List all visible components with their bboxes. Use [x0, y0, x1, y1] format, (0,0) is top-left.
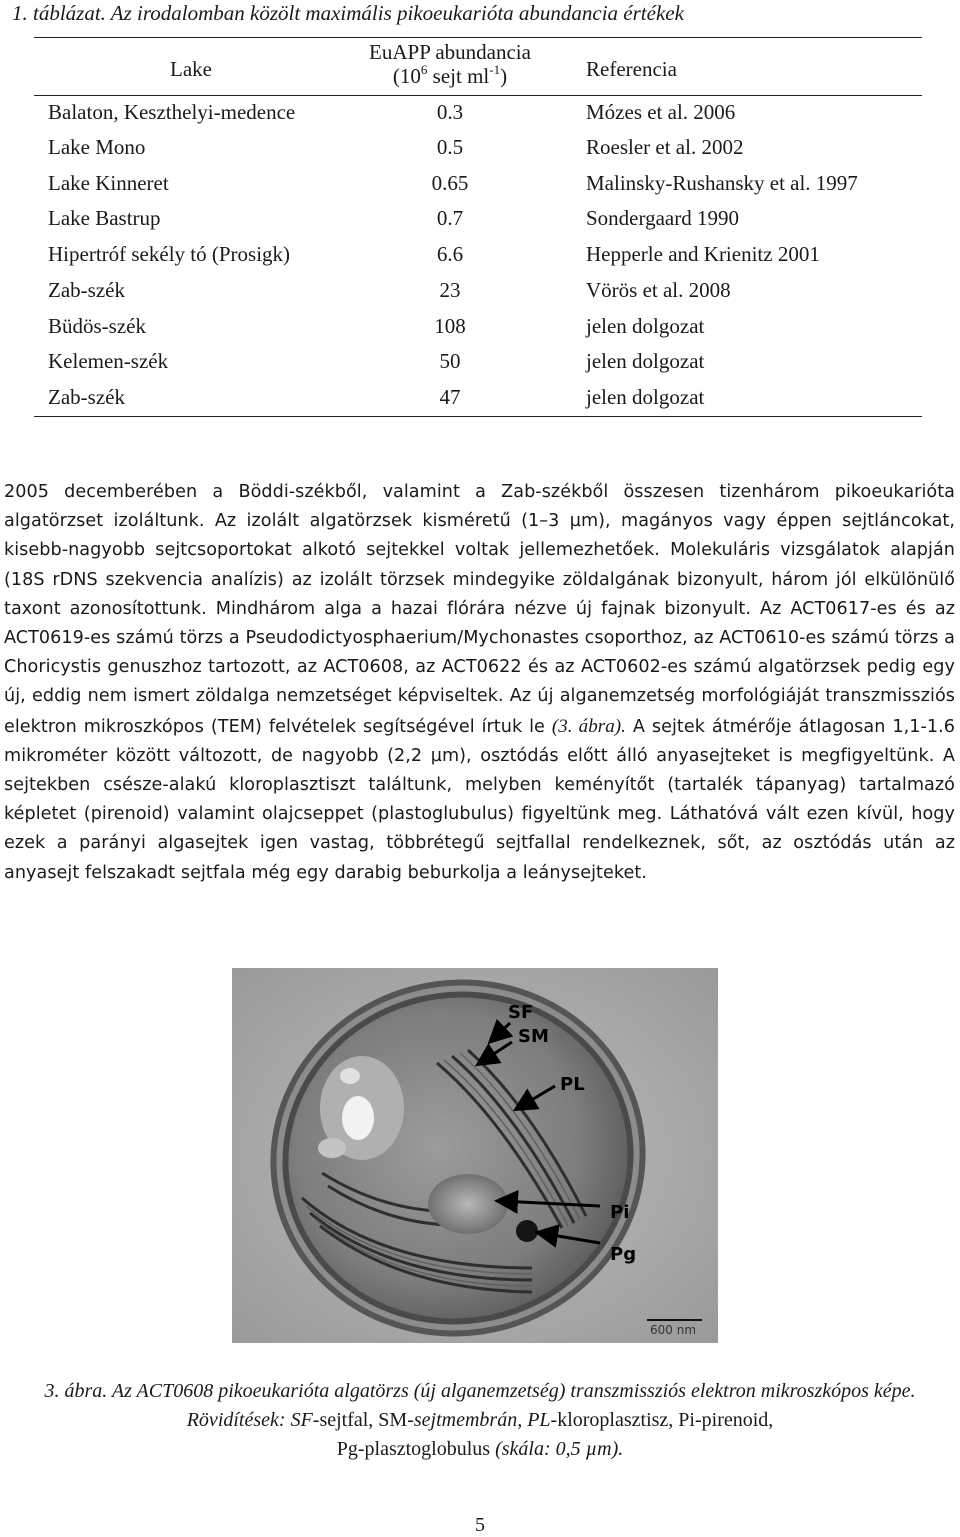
table-row-value: 23	[439, 278, 461, 302]
table-row-ref: Hepperle and Krienitz 2001	[586, 242, 820, 266]
table-row-value: 0.5	[436, 135, 464, 159]
table-row-ref: Malinsky-Rushansky et al. 1997	[586, 171, 858, 195]
table-row-ref: Sondergaard 1990	[586, 206, 739, 230]
tem-micrograph	[232, 968, 718, 1343]
label-pg: Pg	[610, 1244, 637, 1265]
header-reference: Referencia	[586, 57, 677, 81]
table-row-ref: jelen dolgozat	[586, 349, 705, 373]
table-bottom-rule	[34, 416, 922, 417]
table-caption: 1. táblázat. Az irodalomban közölt maximális pikoeukarióta abundancia értékek	[12, 1, 684, 25]
label-pl: PL	[560, 1074, 585, 1095]
header-abundance	[330, 40, 570, 88]
table-row-lake: Lake Bastrup	[48, 206, 161, 230]
table-row-lake: Hipertróf sekély tó (Prosigk)	[48, 242, 291, 266]
label-pi: Pi	[610, 1202, 630, 1223]
header-abundance-line2: ($10^6$ sejt $ml^{-1}$)	[392, 62, 508, 88]
table-row-lake: Zab-szék	[48, 278, 125, 302]
page-number: 5	[475, 1514, 485, 1536]
table-row-ref: Mózes et al. 2006	[586, 100, 736, 124]
table-row-value: 6.6	[436, 242, 464, 266]
scale-label: 600 nm	[650, 1323, 697, 1337]
table-row-ref: jelen dolgozat	[586, 314, 705, 338]
label-sm: SM	[518, 1026, 549, 1047]
table-row-value: 50	[439, 349, 461, 373]
table-row-lake: Lake Mono	[48, 135, 146, 159]
table-row-lake: Balaton, Keszthelyi-medence	[48, 100, 296, 124]
table-row-lake: Zab-szék	[48, 385, 125, 409]
table-row-lake: Kelemen-szék	[48, 349, 169, 373]
table-row-ref: jelen dolgozat	[586, 385, 705, 409]
table-row-value: 108	[434, 314, 466, 338]
table-header-rule	[34, 95, 922, 96]
table-row-lake: Büdös-szék	[48, 314, 146, 338]
table-row-value: 0.3	[436, 100, 464, 124]
table-row-ref: Vörös et al. 2008	[586, 278, 731, 302]
table-row-value: 0.65	[431, 171, 469, 195]
header-lake: Lake	[170, 57, 212, 81]
table-row-lake: Lake Kinneret	[48, 171, 169, 195]
figure-caption: 3. ábra. Az ACT0608 pikoeukarióta algatörzs (új alganemzetség) transzmissziós elektron mikroszkópos képe. Rövidítések: SF-sejtfal, SM-sejtmembrán, PL-kloroplasztisz, Pi-pirenoid, Pg-plasztoglobulus (skála: 0,5 µm).	[44, 1380, 916, 1460]
table-row-value: 47	[439, 385, 461, 409]
table-row-ref: Roesler et al. 2002	[586, 135, 744, 159]
body-paragraph: 2005 decemberében a Böddi-székből, valamint a Zab-székből összesen tizenhárom pikoeukarióta algatörzset izoláltunk. Az izolált algatörzsek kisméretű (1–3 µm), magányos vagy éppen sejtláncokat, kisebb-nagyobb sejtcsoportokat alkotó sejtekkel voltak jellemezhetőek. Molekuláris vizsgálatok alapján (18S rDNS szekvencia analízis) az izolált törzsek mindegyike zöldalgának bizonyult, három jól elkülönülő taxont azonosítottunk. Mindhárom alga a hazai flórára nézve új fajnak bizonyult. Az ACT0617-es és az ACT0619-es számú törzs a Pseudodictyosphaerium/Mychonastes csoporthoz, az ACT0610-es számú törzs a Choricystis genuszhoz tartozott, az ACT0608, az ACT0622 és az ACT0602-es számú algatörzsek pedig egy új, eddig nem ismert zöldalga nemzetséget képviseltek. Az új alganemzetség morfológiáját transzmissziós elektron mikroszkópos (TEM) felvételek segítségével írtuk le (3. ábra). A sejtek átmérője átlagosan 1,1-1.6 mikrométer között változott, de nagyobb (2,2 µm), osztódás előtt álló anyasejteket is megfigyeltünk. A sejtekben csésze-alakú kloroplasztiszt találtunk, melyben keményítőt (tartalék tápanyag) tartalmazó képletet (pirenoid) valamint olajcseppet (plastoglubulus) figyeltünk meg. Láthatóvá vált ezen kívül, hogy ezek a parányi algasejtek igen vastag, többrétegű sejtfallal rendelkeznek, sőt, az osztódás után az anyasejt felszakadt sejtfala még egy darabig beburkolja a leánysejteket.	[4, 482, 955, 883]
header-abundance-line1: EuAPP abundancia	[369, 40, 531, 64]
table-row-value: 0.7	[436, 206, 464, 230]
label-sf: SF	[508, 1002, 534, 1023]
table-top-rule	[34, 37, 922, 38]
